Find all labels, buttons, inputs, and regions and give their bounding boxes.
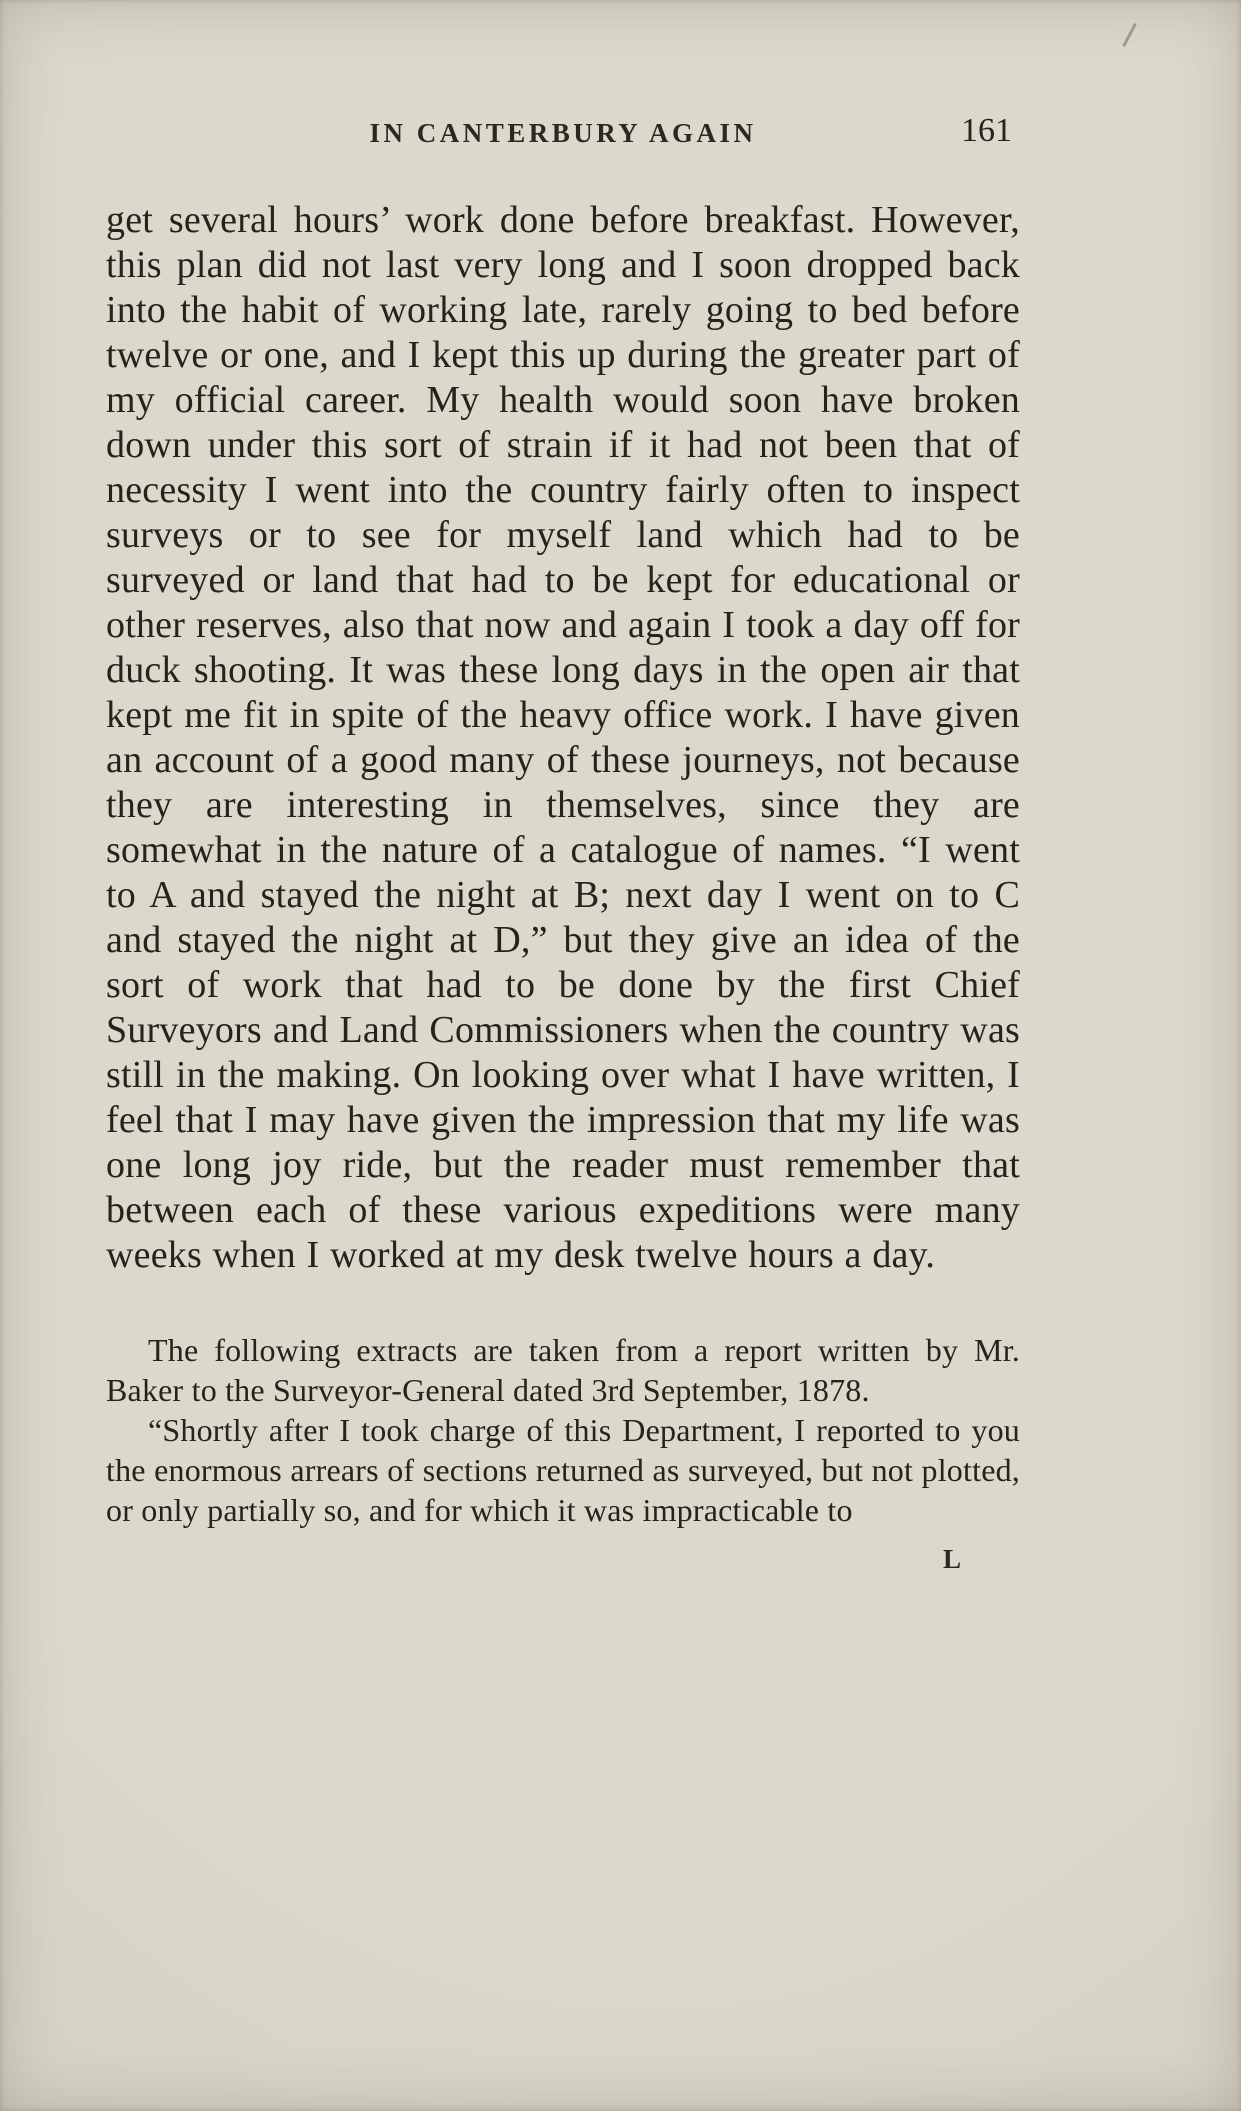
text-block [106, 112, 1020, 1575]
extract-section [106, 1330, 1020, 1530]
extract-quote-paragraph: “Shortly after I took charge of this Department, I reported to you the enormous arrears of sections returned as surveyed, but not plotted, or only partially so, and for which it was impracticable to [106, 1412, 1020, 1528]
page-number: 161 [961, 112, 1012, 149]
printers-signature-mark: L [942, 1544, 962, 1574]
extract-intro-paragraph: The following extracts are taken from a report written by Mr. Baker to the Surveyor-General dated 3rd September, 1878. [106, 1332, 1020, 1408]
main-body-paragraph: get several hours’ work done before breakfast. However, this plan did not last very long and I soon dropped back into the habit of working late, rarely going to bed before twelve or one, and I kept this up during the greater part of my official career. My health would soon have broken down under this sort of strain if it had not been that of necessity I went into the country fairly often to inspect surveys or to see for myself land which had to be surveyed or land that had to be kept for educational or other reserves, also that now and again I took a day off for duck shooting. It was these long days in the open air that kept me fit in spite of the heavy office work. I have given an account of a good many of these journeys, not because they are interesting in themselves, since they are somewhat in the nature of a catalogue of names. “I went to A and stayed the night at B; next day I went on to C and stayed the night at D,” but they give an idea of the sort of work that had to be done by the first Chief Surveyors and Land Commissioners when the country was still in the making. On looking over what I have written, I feel that I may have given the impression that my life was one long joy ride, but the reader must remember that between each of these various expeditions were many weeks when I worked at my desk twelve hours a day. [106, 199, 1020, 1276]
page-header [106, 112, 1020, 160]
pen-scratch-mark [1122, 23, 1137, 47]
running-header-title: IN CANTERBURY AGAIN [369, 118, 757, 148]
